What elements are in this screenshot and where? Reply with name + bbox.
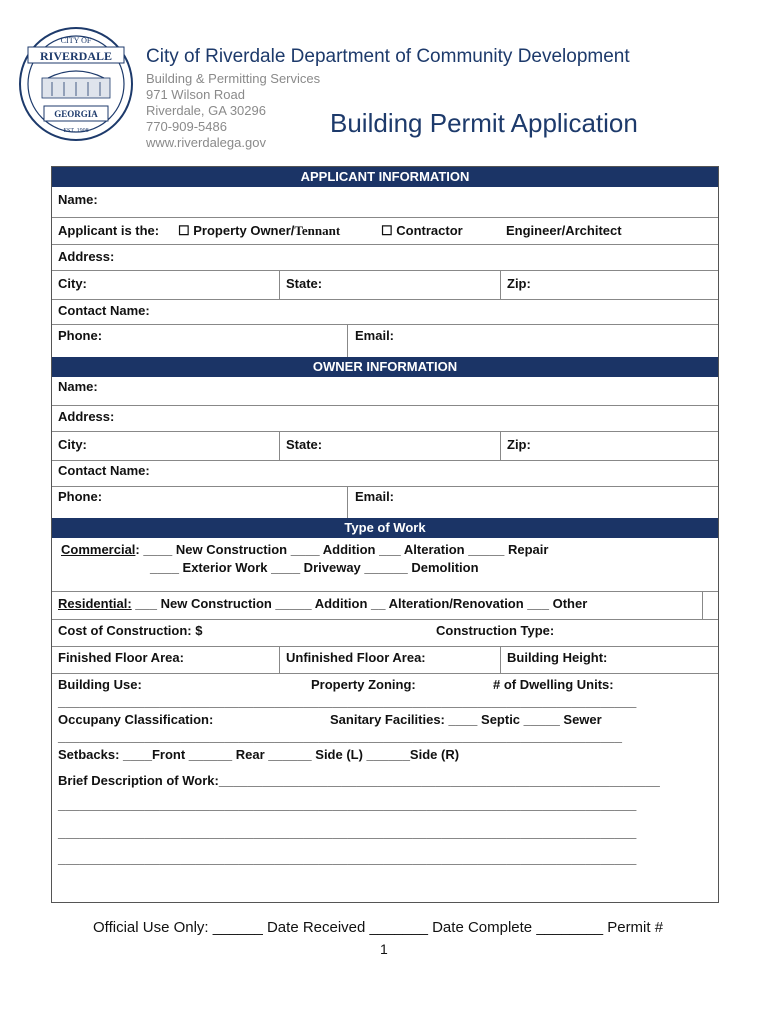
divider xyxy=(52,460,718,461)
divider xyxy=(52,431,718,432)
applicant-city-field[interactable]: City: xyxy=(58,276,87,291)
divider xyxy=(279,270,280,299)
unfinished-floor-area-field[interactable]: Unfinished Floor Area: xyxy=(286,650,426,665)
commercial-options[interactable]: Commercial: ____ New Construction ____ Addition ___ Alteration _____ Repair xyxy=(61,542,549,557)
contact-line: www.riverdalega.gov xyxy=(146,135,266,150)
svg-text:GEORGIA: GEORGIA xyxy=(54,109,98,119)
applicant-is-label: Applicant is the: xyxy=(58,223,160,238)
divider xyxy=(347,324,348,357)
applicant-name-field[interactable]: Name: xyxy=(58,192,98,207)
residential-options[interactable]: Residential: ___ New Construction _____ Addition __ Alteration/Renovation ___ Other xyxy=(58,596,588,611)
description-line[interactable]: ________________________________________________________________________________ xyxy=(58,797,637,812)
applicant-email-field[interactable]: Email: xyxy=(355,328,395,343)
property-zoning-field[interactable]: Property Zoning: xyxy=(311,677,416,692)
engineer-architect-option[interactable]: Engineer/Architect xyxy=(506,223,622,238)
city-seal-logo xyxy=(18,26,134,142)
department-title: City of Riverdale Department of Community Development xyxy=(146,46,630,67)
divider xyxy=(500,431,501,460)
building-height-field[interactable]: Building Height: xyxy=(507,650,608,665)
rule-line: ______________________________________________________________________________ xyxy=(58,729,622,744)
cost-of-construction-field[interactable]: Cost of Construction: $ xyxy=(58,623,203,638)
divider xyxy=(52,299,718,300)
divider xyxy=(52,619,718,620)
divider xyxy=(52,486,718,487)
sanitary-facilities-field[interactable]: Sanitary Facilities: ____ Septic _____ Sewer xyxy=(330,712,602,727)
owner-contact-name-field[interactable]: Contact Name: xyxy=(58,463,150,478)
applicant-zip-field[interactable]: Zip: xyxy=(507,276,531,291)
rule-line: ________________________________________________________________________________ xyxy=(58,694,637,709)
divider xyxy=(52,591,718,592)
description-of-work-field[interactable]: Brief Description of Work:_____________________________________________________________ xyxy=(58,773,660,788)
page-number: 1 xyxy=(380,941,388,957)
owner-zip-field[interactable]: Zip: xyxy=(507,437,531,452)
divider xyxy=(500,646,501,673)
description-line[interactable]: ________________________________________________________________________________ xyxy=(58,825,637,840)
divider xyxy=(52,646,718,647)
description-line[interactable]: ________________________________________________________________________________ xyxy=(58,851,637,866)
divider xyxy=(52,270,718,271)
applicant-address-field[interactable]: Address: xyxy=(58,249,115,264)
divider xyxy=(500,270,501,299)
department-contact xyxy=(146,71,320,151)
divider xyxy=(279,646,280,673)
commercial-options-line2[interactable]: ____ Exterior Work ____ Driveway ______ Demolition xyxy=(150,560,479,575)
contractor-checkbox[interactable]: ☐ Contractor xyxy=(381,223,463,238)
applicant-state-field[interactable]: State: xyxy=(286,276,323,291)
property-owner-checkbox[interactable]: ☐ Property Owner/Tennant xyxy=(178,223,341,238)
finished-floor-area-field[interactable]: Finished Floor Area: xyxy=(58,650,184,665)
divider xyxy=(52,324,718,325)
applicant-contact-name-field[interactable]: Contact Name: xyxy=(58,303,150,318)
owner-city-field[interactable]: City: xyxy=(58,437,87,452)
owner-email-field[interactable]: Email: xyxy=(355,489,395,504)
owner-phone-field[interactable]: Phone: xyxy=(58,489,103,504)
type-of-work-header: Type of Work xyxy=(52,518,718,538)
owner-section-header: OWNER INFORMATION xyxy=(52,357,718,377)
official-use-line: Official Use Only: ______ Date Received _______ Date Complete ________ Permit # xyxy=(93,919,664,936)
divider xyxy=(702,591,703,619)
owner-address-field[interactable]: Address: xyxy=(58,409,115,424)
divider xyxy=(347,486,348,518)
building-use-field[interactable]: Building Use: xyxy=(58,677,142,692)
divider xyxy=(52,244,718,245)
divider xyxy=(52,217,718,218)
contact-line: 770-909-5486 xyxy=(146,119,227,134)
divider xyxy=(52,405,718,406)
occupancy-classification-field[interactable]: Occupany Classification: xyxy=(58,712,214,727)
contact-line: Riverdale, GA 30296 xyxy=(146,103,266,118)
owner-name-field[interactable]: Name: xyxy=(58,379,98,394)
divider xyxy=(279,431,280,460)
form-title: Building Permit Application xyxy=(330,108,638,138)
dwelling-units-field[interactable]: # of Dwelling Units: xyxy=(493,677,614,692)
contact-line: 971 Wilson Road xyxy=(146,87,245,102)
setbacks-field[interactable]: Setbacks: ____Front ______ Rear ______ Side (L) ______Side (R) xyxy=(58,747,460,762)
contact-line: Building & Permitting Services xyxy=(146,71,321,86)
divider xyxy=(52,673,718,674)
applicant-section-header: APPLICANT INFORMATION xyxy=(52,167,718,187)
construction-type-field[interactable]: Construction Type: xyxy=(436,623,555,638)
applicant-phone-field[interactable]: Phone: xyxy=(58,328,103,343)
owner-state-field[interactable]: State: xyxy=(286,437,323,452)
svg-text:CITY OF: CITY OF xyxy=(60,36,92,45)
permit-form xyxy=(51,166,719,903)
svg-text:RIVERDALE: RIVERDALE xyxy=(39,49,113,63)
svg-text:EST. 1908: EST. 1908 xyxy=(63,128,89,134)
